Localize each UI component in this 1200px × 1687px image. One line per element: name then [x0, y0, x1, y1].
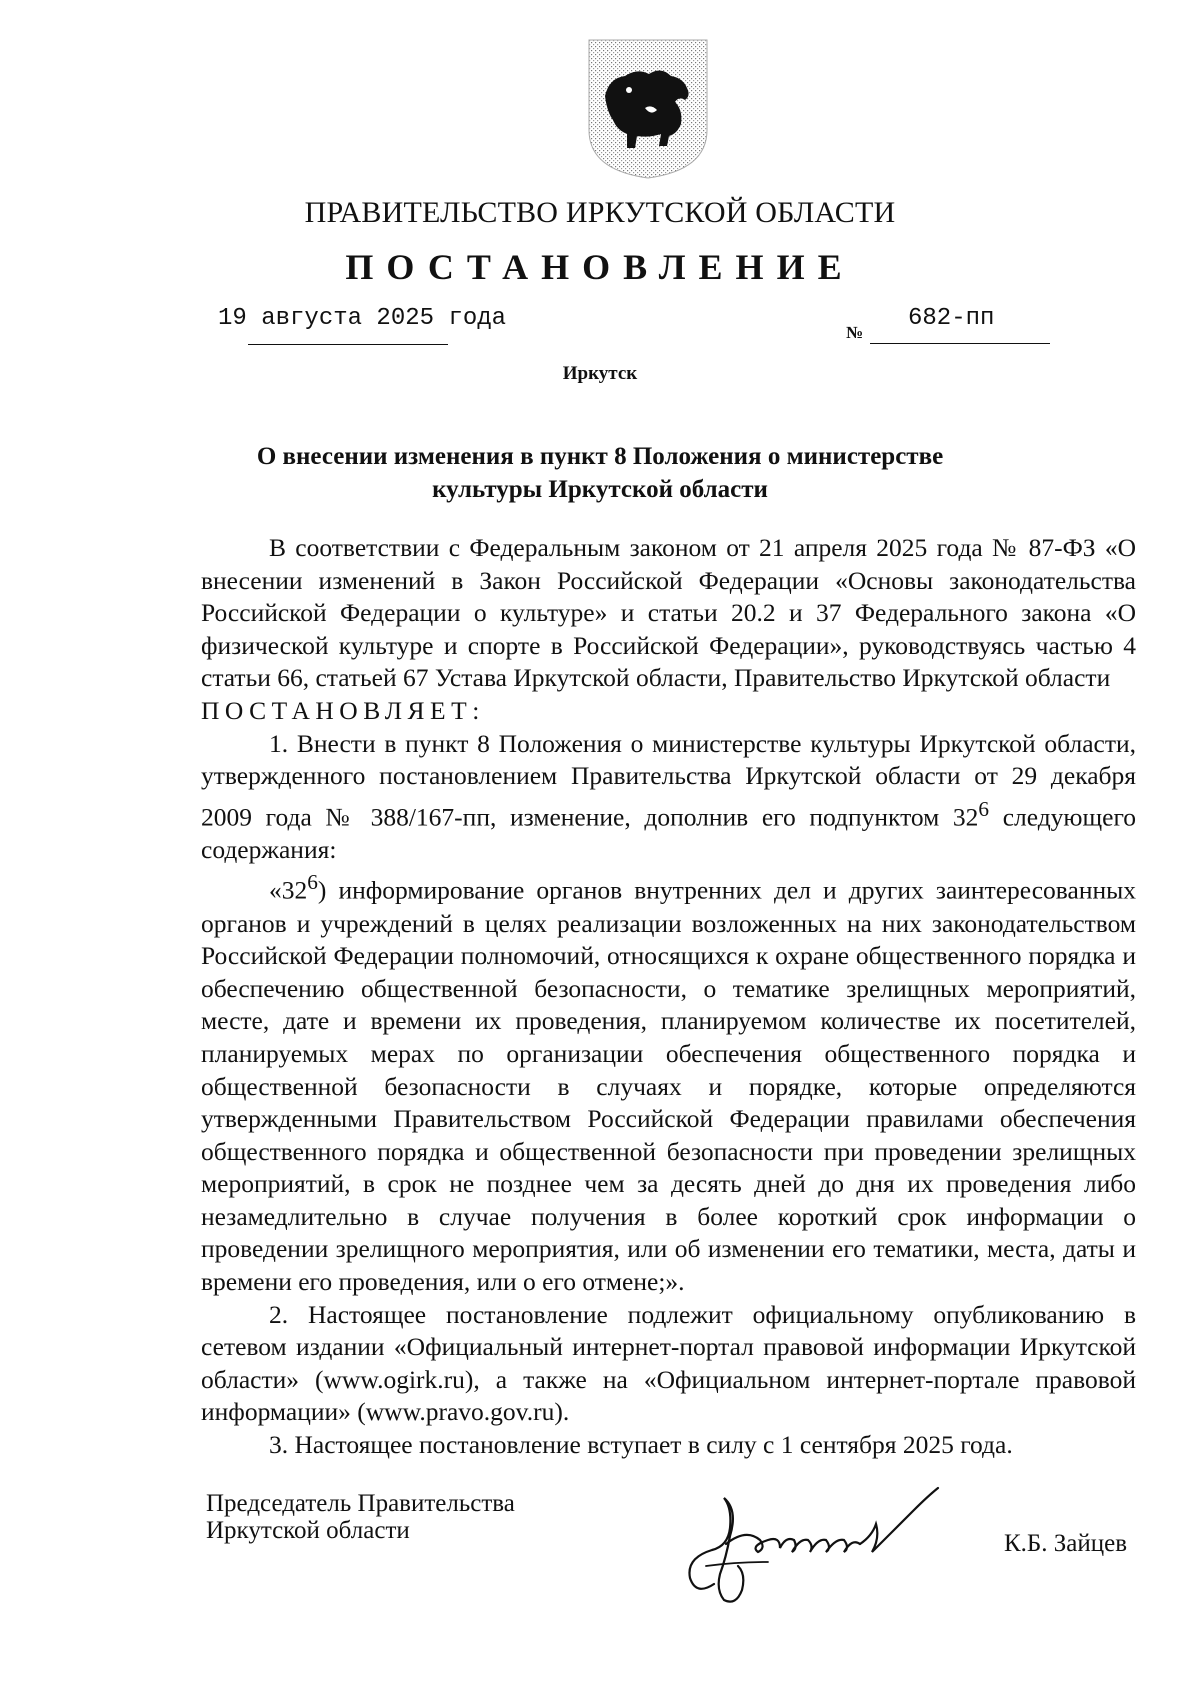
signatory-role: [206, 1490, 515, 1544]
quoted-subitem-paragraph: [201, 866, 1136, 1298]
signatory-name: К.Б. Зайцев: [1004, 1530, 1128, 1557]
item-1-tail: следующего содержания:: [201, 802, 1137, 864]
document-city: Иркутск: [562, 363, 638, 384]
item-1-paragraph: [201, 728, 1136, 867]
title-line-1: О внесении изменения в пункт 8 Положения о министерстве: [256, 443, 944, 470]
document-number: 682-пп: [908, 305, 995, 332]
document-date: 19 августа 2025 года: [218, 305, 507, 332]
item-2-paragraph: 2. Настоящее постановление подлежит официальному опубликованию в сетевом издании «Официальный интернет-портал правовой информации Иркутской области» (www.ogirk.ru), а также на «Официальном интернет-портале правовой информации» (www.pravo.gov.ru).: [201, 1299, 1136, 1427]
role-line-2: Иркутской области: [206, 1517, 410, 1544]
item-1-superscript: 6: [978, 796, 990, 821]
resolves-heading: ПОСТАНОВЛЯЕТ:: [201, 695, 485, 725]
quote-text: ) информирование органов внутренних дел и других заинтересованных органов и учреждений в целях реализации возложенных на них законодательством Российской Федерации полномочий, относящихся к охране общественного порядка и обеспечению общественной безопасности, о тематике зрелищных мероприятий, месте, дате и времени их проведения, планируемом количестве их посетителей, планируемых мерах по организации обеспечения общественного порядка и общественной безопасности в случаях и порядке, которые определяются утвержденными Правительством Российской Федерации правилами обеспечения общественного порядка и общественной безопасности при проведении зрелищных мероприятий, в срок не позднее чем за десять дней до дня их проведения либо незамедлительно в случае получения в более короткий срок информации о проведении зрелищного мероприятия, или об изменении его тематики, места, даты и времени его проведения, или о его отмене;».: [201, 875, 1136, 1297]
coat-of-arms-icon: [587, 38, 709, 180]
handwritten-signature-icon: [676, 1466, 966, 1616]
item-1-text: 1. Внести в пункт 8 Положения о министерстве культуры Иркутской области, утвержденного постановлением Правительства Иркутской области от 29 декабря 2009 года № 388/167-пп, изменение, дополнив его подпунктом 32: [201, 728, 1136, 832]
date-underline: [248, 344, 448, 345]
number-underline: [870, 343, 1050, 344]
government-name: ПРАВИТЕЛЬСТВО ИРКУТСКОЙ ОБЛАСТИ: [304, 196, 896, 229]
document-body: [201, 532, 1136, 1462]
quote-superscript: 6: [307, 870, 318, 895]
document-title: [200, 440, 1000, 506]
title-line-2: культуры Иркутской области: [432, 476, 768, 503]
quote-open: «32: [269, 875, 308, 905]
number-sign: №: [846, 323, 864, 342]
item-3-paragraph: 3. Настоящее постановление вступает в силу с 1 сентября 2025 года.: [269, 1430, 1013, 1460]
document-type: ПОСТАНОВЛЕНИЕ: [345, 247, 855, 287]
role-line-1: Председатель Правительства: [206, 1490, 515, 1517]
preamble-paragraph: В соответствии с Федеральным законом от 21 апреля 2025 года № 87-ФЗ «О внесении изменений в Закон Российской Федерации «Основы законодательства Российской Федерации о культуре» и статьи 20.2 и 37 Федерального закона «О физической культуре и спорте в Российской Федерации», руководствуясь частью 4 статьи 66, статьей 67 Устава Иркутской области, Правительство Иркутской области: [201, 533, 1136, 693]
